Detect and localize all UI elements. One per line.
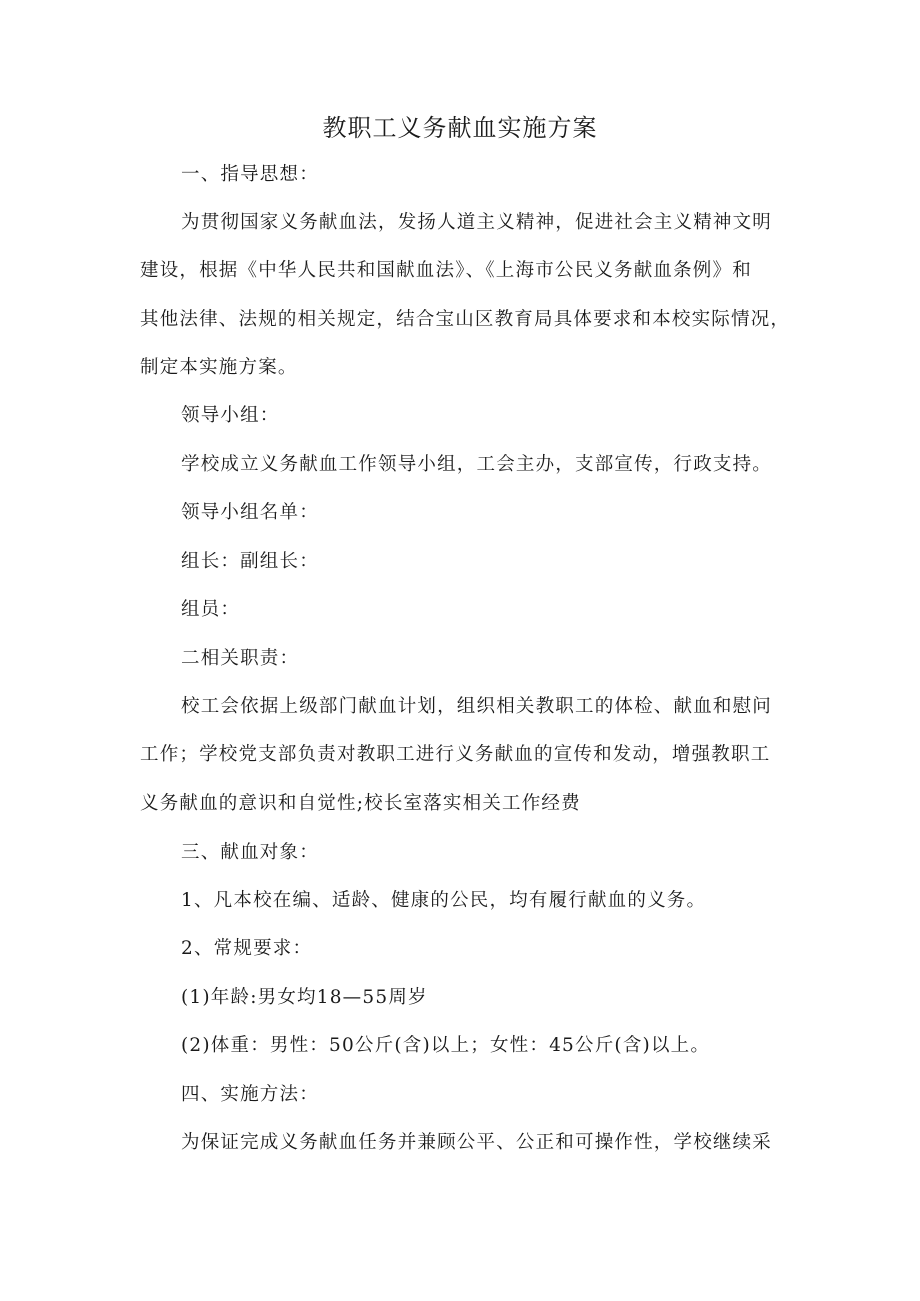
heading-implementation: 四、实施方法： xyxy=(181,1084,319,1105)
paragraph-line: 其他法律、法规的相关规定，结合宝山区教育局具体要求和本校实际情况， xyxy=(140,309,791,330)
group-leaders-line: 组长：副组长： xyxy=(181,551,319,572)
document-title: 教职工义务献血实施方案 xyxy=(322,114,598,142)
paragraph-line: 学校成立义务献血工作领导小组，工会主办，支部宣传，行政支持。 xyxy=(181,454,773,475)
paragraph-line: 为保证完成义务献血任务并兼顾公平、公正和可操作性，学校继续采 xyxy=(181,1132,773,1153)
paragraph-line: 义务献血的意识和自觉性;校长室落实相关工作经费 xyxy=(140,793,581,814)
list-item: (1)年龄:男女均18—55周岁 xyxy=(181,987,428,1008)
heading-responsibilities: 二相关职责： xyxy=(181,648,300,669)
heading-leadership-group: 领导小组： xyxy=(181,405,280,426)
list-item: (2)体重：男性：50公斤(含)以上；女性：45公斤(含)以上。 xyxy=(181,1035,711,1056)
list-item: 1、凡本校在编、适龄、健康的公民，均有履行献血的义务。 xyxy=(181,890,707,911)
paragraph-line: 建设，根据《中华人民共和国献血法》、《上海市公民义务献血条例》和 xyxy=(140,260,752,281)
heading-group-list: 领导小组名单： xyxy=(181,502,319,523)
paragraph-line: 校工会依据上级部门献血计划，组织相关教职工的体检、献血和慰问 xyxy=(181,696,773,717)
paragraph-line: 工作；学校党支部负责对教职工进行义务献血的宣传和发动，增强教职工 xyxy=(140,744,771,765)
heading-guiding-ideology: 一、指导思想： xyxy=(181,164,319,185)
list-item: 2、常规要求： xyxy=(181,938,313,959)
paragraph-line: 为贯彻国家义务献血法，发扬人道主义精神，促进社会主义精神文明 xyxy=(181,212,773,233)
paragraph-line: 制定本实施方案。 xyxy=(140,357,298,378)
group-members-line: 组员： xyxy=(181,599,241,620)
heading-donation-targets: 三、献血对象： xyxy=(181,842,319,863)
